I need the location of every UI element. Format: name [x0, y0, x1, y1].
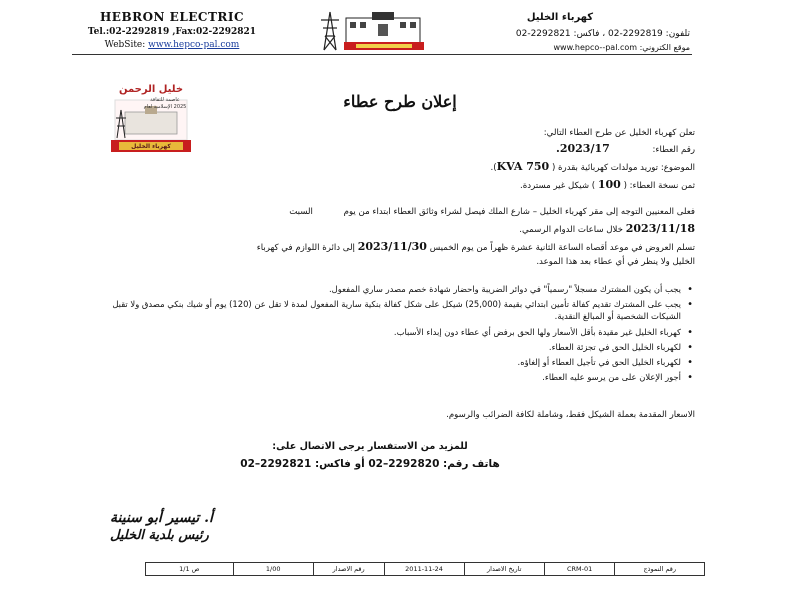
signatory-title: رئيس بلدية الخليل — [110, 528, 209, 543]
website-ar: موقع الكتروني: www.hepco--pal.com — [553, 43, 690, 52]
letterhead-english — [72, 10, 272, 50]
tender-number: 2023/17. — [556, 142, 610, 155]
list-item: • يجب أن يكون المشترك مسجلاً "رسمياً" في دوائر الضريبة واحضار شهادة خصم مصدر ساري المفعول. — [81, 283, 681, 295]
form-number-label: رقم النموذج — [614, 563, 704, 575]
paragraph-1-line-1 — [95, 207, 695, 219]
emblem-banner: كهرباء الخليل — [131, 143, 171, 150]
letterhead-arabic — [430, 12, 690, 52]
page-title: إعلان طرح عطاء — [343, 92, 457, 111]
version-number: 1/00 — [233, 563, 313, 575]
emblem-subtitle: عاصمة للثقافة — [150, 97, 180, 103]
pylon-icon — [321, 12, 339, 50]
phone-fax-ar: تلفون: 2292819-02 ، فاكس: 2292821-02 — [515, 29, 690, 39]
paragraph-1-text: فعلى المعنيين التوجه إلى مقر كهرباء الخليل – شارع الملك فيصل لشراء وثائق العطاء ابتداء من يوم — [343, 207, 695, 217]
website-label: WebSite: — [104, 40, 146, 50]
emblem-title: خليل الرحمن — [118, 84, 184, 95]
intro-text: تعلن كهرباء الخليل عن طرح العطاء التالي: — [543, 128, 695, 138]
submission-deadline-date: 2023/11/30 — [357, 240, 427, 253]
website-link[interactable]: www.hepco-pal.com — [148, 40, 240, 50]
form-number: CRM-01 — [544, 563, 615, 575]
header-divider — [72, 54, 692, 55]
paragraph-2-text: تسلم العروض في موعد أقصاه الساعة الثانية عشرة ظهراً من يوم الخميس — [429, 243, 695, 253]
issue-date: 2011-11-24 — [384, 563, 464, 575]
website-line-en — [72, 40, 272, 50]
subject-line — [95, 160, 695, 175]
issue-date-label: تاريخ الاصدار — [464, 563, 544, 575]
subject-text: توريد مولدات كهربائية بقدرة ( — [551, 163, 659, 173]
list-item: • أجور الإعلان على من يرسو عليه العطاء. — [81, 371, 681, 383]
tender-number-line — [95, 142, 695, 157]
price-end: ) شيكل غير مستردة. — [520, 181, 596, 191]
paragraph-1-day: السبت — [289, 207, 313, 217]
terms-list — [81, 283, 695, 386]
subject-end: ). — [490, 163, 497, 173]
tel-fax-en: Tel.:02-2292819 ,Fax:02-2292821 — [87, 27, 257, 37]
list-item: • كهرباء الخليل غير مقيدة بأقل الأسعار ولها الحق برفض أي عطاء دون إبداء الأسباب. — [81, 326, 681, 338]
generator-capacity: 750 KVA — [496, 160, 550, 173]
paragraph-1-end: خلال ساعات الدوام الرسمي. — [519, 225, 623, 235]
paragraph-2-line-2: الخليل ولا ينظر في أي عطاء بعد هذا الموعد. — [536, 257, 695, 267]
list-item: • يجب على المشترك تقديم كفالة تأمين ابتدائي بقيمة (25,000) شيكل على شكل كفالة بنكية سارية المفعول لمدة لا تقل عن (120) يوم أو شيك بنكي مصدق ولا تقبل الشيكات الشخصية أو المبالغ النقدية. — [81, 298, 681, 322]
contact-numbers: هاتف رقم: 2292820–02 أو فاكس: 2292821–02 — [240, 458, 500, 470]
version-label: رقم الاصدار — [313, 563, 384, 575]
building-icon — [344, 12, 424, 50]
paragraph-1-line-2 — [95, 222, 695, 237]
subject-label: الموضوع: — [660, 163, 695, 173]
contact-heading: للمزيد من الاستفسار يرجى الاتصال على: — [272, 441, 468, 452]
price-line — [95, 178, 695, 193]
tender-number-label: رقم العطاء: — [652, 145, 695, 155]
hepco-logo — [316, 8, 436, 52]
purchase-start-date: 2023/11/18 — [625, 222, 695, 235]
company-name-ar: كهرباء الخليل — [526, 12, 594, 23]
signatory-name: أ. تيسير أبو سنينة — [110, 510, 213, 526]
list-item: • لكهرباء الخليل الحق في تجزئة العطاء. — [81, 341, 681, 353]
page-number: ص 1/1 — [179, 565, 200, 573]
form-footer-table — [145, 562, 705, 576]
list-item: • لكهرباء الخليل الحق في تأجيل العطاء أو إلغاؤه. — [81, 356, 681, 368]
document-price: 100 — [597, 178, 621, 191]
emblem-year: 2025 الإسلامية لعام — [143, 104, 187, 110]
price-label: ثمن نسخة العطاء: ( — [623, 181, 695, 191]
paragraph-2-text-b: إلى دائرة اللوازم في كهرباء — [256, 243, 355, 253]
prices-note: الاسعار المقدمة بعملة الشيكل فقط، وشاملة لكافة الضرائب والرسوم. — [446, 410, 695, 420]
paragraph-2-line-1 — [95, 240, 695, 255]
company-name-en: HEBRON ELECTRIC — [99, 10, 245, 24]
